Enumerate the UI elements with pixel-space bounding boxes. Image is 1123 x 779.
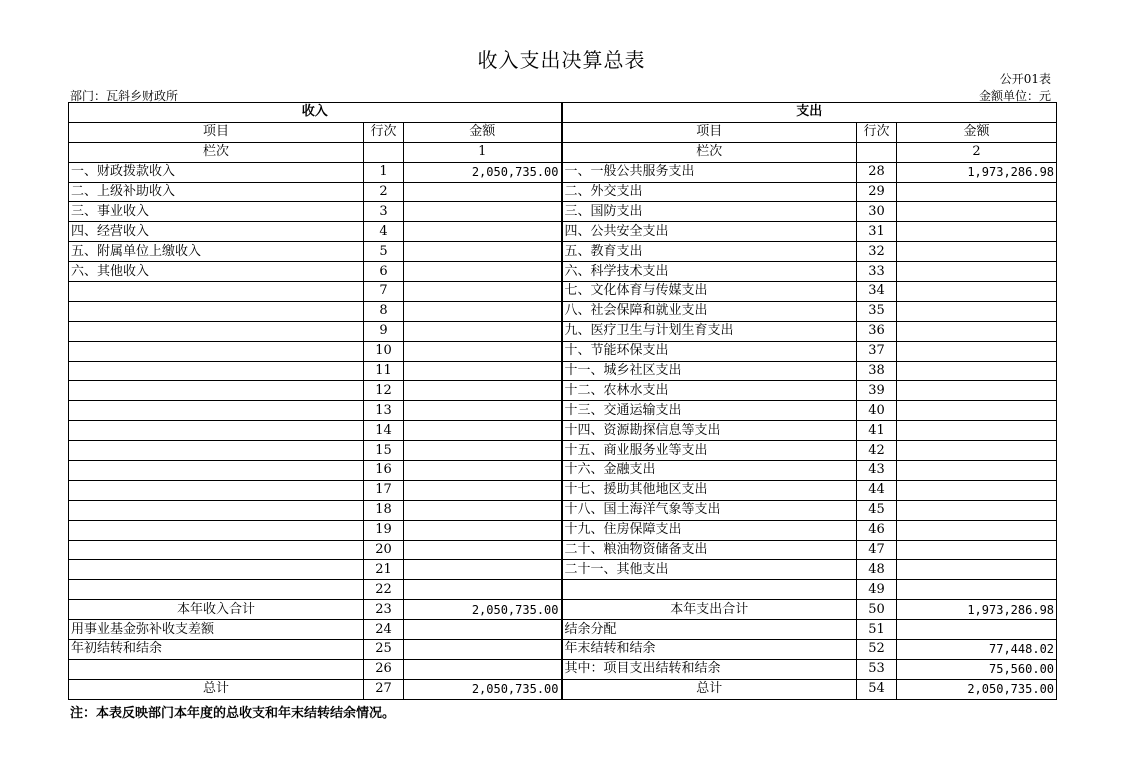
income-row-no-cell: 20 — [364, 540, 404, 560]
income-amount-cell — [404, 461, 562, 481]
income-amount-cell — [404, 301, 562, 321]
income-row-no-cell: 10 — [364, 341, 404, 361]
income-amount-cell — [404, 640, 562, 660]
expense-item-cell: 六、科学技术支出 — [562, 262, 857, 282]
income-item-cell — [69, 480, 364, 500]
income-row-no-cell: 1 — [364, 162, 404, 182]
expense-item-cell: 年末结转和结余 — [562, 640, 857, 660]
income-row-no-cell: 25 — [364, 640, 404, 660]
income-amount-cell — [404, 500, 562, 520]
income-amount-cell — [404, 441, 562, 461]
expense-item-cell: 十一、城乡社区支出 — [562, 361, 857, 381]
table-row — [69, 520, 1057, 540]
income-expense-table — [68, 102, 1057, 700]
expense-row-no-cell: 34 — [857, 282, 897, 302]
expense-column-order-blank — [857, 142, 897, 162]
table-row — [69, 381, 1057, 401]
expense-row-no-cell: 30 — [857, 202, 897, 222]
expense-row-no-cell: 33 — [857, 262, 897, 282]
expense-column-order-label: 栏次 — [562, 142, 857, 162]
income-amount-cell: 2,050,735.00 — [404, 162, 562, 182]
expense-item-header: 项目 — [562, 122, 857, 142]
expense-amount-cell: 1,973,286.98 — [897, 600, 1057, 620]
income-section-header: 收入 — [69, 103, 562, 123]
expense-item-cell: 十五、商业服务业等支出 — [562, 441, 857, 461]
income-item-header: 项目 — [69, 122, 364, 142]
income-item-cell — [69, 421, 364, 441]
income-row-no-cell: 13 — [364, 401, 404, 421]
income-item-cell — [69, 580, 364, 600]
income-amount-cell — [404, 480, 562, 500]
expense-row-no-cell: 47 — [857, 540, 897, 560]
income-item-cell — [69, 540, 364, 560]
income-column-number: 1 — [404, 142, 562, 162]
table-row — [69, 421, 1057, 441]
expense-amount-cell: 77,448.02 — [897, 640, 1057, 660]
table-row — [69, 162, 1057, 182]
income-item-cell — [69, 301, 364, 321]
income-row-no-cell: 17 — [364, 480, 404, 500]
expense-amount-cell: 75,560.00 — [897, 659, 1057, 679]
expense-amount-cell — [897, 480, 1057, 500]
expense-row-no-cell: 53 — [857, 659, 897, 679]
table-row — [69, 182, 1057, 202]
income-row-no-cell: 4 — [364, 222, 404, 242]
expense-item-cell: 八、社会保障和就业支出 — [562, 301, 857, 321]
expense-row-no-cell: 51 — [857, 620, 897, 640]
income-item-cell — [69, 282, 364, 302]
table-row — [69, 282, 1057, 302]
expense-item-cell: 五、教育支出 — [562, 242, 857, 262]
income-amount-cell — [404, 421, 562, 441]
table-row — [69, 580, 1057, 600]
expense-item-cell: 七、文化体育与传媒支出 — [562, 282, 857, 302]
income-item-cell: 六、其他收入 — [69, 262, 364, 282]
expense-amount-cell — [897, 222, 1057, 242]
income-amount-cell — [404, 361, 562, 381]
table-row — [69, 361, 1057, 381]
expense-item-cell: 本年支出合计 — [562, 600, 857, 620]
income-amount-cell — [404, 520, 562, 540]
expense-row-no-cell: 28 — [857, 162, 897, 182]
income-row-no-cell: 2 — [364, 182, 404, 202]
expense-amount-cell — [897, 540, 1057, 560]
expense-column-number: 2 — [897, 142, 1057, 162]
expense-item-cell: 十七、援助其他地区支出 — [562, 480, 857, 500]
income-amount-cell — [404, 341, 562, 361]
expense-row-no-cell: 31 — [857, 222, 897, 242]
income-row-no-cell: 6 — [364, 262, 404, 282]
income-item-cell — [69, 441, 364, 461]
expense-item-cell: 二十一、其他支出 — [562, 560, 857, 580]
expense-amount-cell — [897, 500, 1057, 520]
table-row — [69, 262, 1057, 282]
income-amount-cell: 2,050,735.00 — [404, 600, 562, 620]
expense-amount-cell — [897, 242, 1057, 262]
income-row-no-cell: 16 — [364, 461, 404, 481]
income-item-cell — [69, 321, 364, 341]
income-amount-cell — [404, 202, 562, 222]
income-item-cell — [69, 500, 364, 520]
income-item-cell — [69, 381, 364, 401]
page-title: 收入支出决算总表 — [477, 48, 646, 72]
income-row-no-cell: 5 — [364, 242, 404, 262]
income-amount-cell — [404, 659, 562, 679]
expense-item-cell: 一、一般公共服务支出 — [562, 162, 857, 182]
table-row — [69, 679, 1057, 699]
table-row — [69, 341, 1057, 361]
income-item-cell: 用事业基金弥补收支差额 — [69, 620, 364, 640]
table-row — [69, 461, 1057, 481]
expense-item-cell: 九、医疗卫生与计划生育支出 — [562, 321, 857, 341]
amount-unit-label: 金额单位：元 — [978, 89, 1051, 103]
expense-amount-cell — [897, 560, 1057, 580]
table-row — [69, 640, 1057, 660]
expense-amount-cell — [897, 381, 1057, 401]
table-row — [69, 301, 1057, 321]
income-column-order-label: 栏次 — [69, 142, 364, 162]
expense-section-header: 支出 — [562, 103, 1057, 123]
income-amount-cell — [404, 242, 562, 262]
expense-amount-cell: 1,973,286.98 — [897, 162, 1057, 182]
income-item-cell — [69, 520, 364, 540]
income-row-no-cell: 22 — [364, 580, 404, 600]
income-item-cell — [69, 560, 364, 580]
expense-item-cell: 十四、资源勘探信息等支出 — [562, 421, 857, 441]
income-item-cell — [69, 401, 364, 421]
table-row — [69, 441, 1057, 461]
expense-row-no-cell: 46 — [857, 520, 897, 540]
expense-row-no-cell: 54 — [857, 679, 897, 699]
income-item-cell: 本年收入合计 — [69, 600, 364, 620]
income-amount-cell — [404, 321, 562, 341]
expense-amount-cell — [897, 301, 1057, 321]
income-amount-cell — [404, 182, 562, 202]
income-amount-cell — [404, 620, 562, 640]
expense-row-no-cell: 36 — [857, 321, 897, 341]
income-item-cell — [69, 341, 364, 361]
section-header-row — [69, 103, 1057, 123]
form-number: 公开01表 — [999, 72, 1051, 86]
expense-row-no-cell: 39 — [857, 381, 897, 401]
expense-amount-cell — [897, 461, 1057, 481]
expense-amount-cell — [897, 282, 1057, 302]
expense-amount-cell: 2,050,735.00 — [897, 679, 1057, 699]
department-label: 部门：瓦斜乡财政所 — [70, 89, 179, 103]
income-amount-cell — [404, 401, 562, 421]
table-row — [69, 560, 1057, 580]
expense-row-no-cell: 43 — [857, 461, 897, 481]
income-item-cell: 总计 — [69, 679, 364, 699]
income-item-cell: 五、附属单位上缴收入 — [69, 242, 364, 262]
expense-row-no-cell: 41 — [857, 421, 897, 441]
expense-row-no-header: 行次 — [857, 122, 897, 142]
income-amount-cell — [404, 560, 562, 580]
expense-row-no-cell: 50 — [857, 600, 897, 620]
expense-item-cell: 十二、农林水支出 — [562, 381, 857, 401]
footnote: 注：本表反映部门本年度的总收支和年末结转结余情况。 — [70, 706, 396, 721]
expense-item-cell: 十九、住房保障支出 — [562, 520, 857, 540]
income-row-no-header: 行次 — [364, 122, 404, 142]
expense-item-cell: 十、节能环保支出 — [562, 341, 857, 361]
expense-amount-cell — [897, 321, 1057, 341]
income-item-cell: 一、财政拨款收入 — [69, 162, 364, 182]
column-header-row — [69, 122, 1057, 142]
income-row-no-cell: 27 — [364, 679, 404, 699]
income-row-no-cell: 21 — [364, 560, 404, 580]
expense-amount-cell — [897, 182, 1057, 202]
table-row — [69, 321, 1057, 341]
income-row-no-cell: 12 — [364, 381, 404, 401]
income-amount-cell — [404, 540, 562, 560]
income-row-no-cell: 9 — [364, 321, 404, 341]
expense-item-cell: 二、外交支出 — [562, 182, 857, 202]
expense-item-cell: 三、国防支出 — [562, 202, 857, 222]
income-row-no-cell: 23 — [364, 600, 404, 620]
expense-amount-cell — [897, 421, 1057, 441]
expense-item-cell: 其中：项目支出结转和结余 — [562, 659, 857, 679]
table-row — [69, 620, 1057, 640]
expense-item-cell: 十六、金融支出 — [562, 461, 857, 481]
income-amount-cell — [404, 580, 562, 600]
expense-item-cell: 十三、交通运输支出 — [562, 401, 857, 421]
income-row-no-cell: 14 — [364, 421, 404, 441]
income-item-cell: 三、事业收入 — [69, 202, 364, 222]
income-amount-cell — [404, 222, 562, 242]
table-row — [69, 242, 1057, 262]
expense-row-no-cell: 42 — [857, 441, 897, 461]
income-item-cell — [69, 361, 364, 381]
expense-row-no-cell: 32 — [857, 242, 897, 262]
table-row — [69, 540, 1057, 560]
expense-row-no-cell: 44 — [857, 480, 897, 500]
expense-amount-cell — [897, 580, 1057, 600]
expense-row-no-cell: 35 — [857, 301, 897, 321]
income-amount-cell — [404, 381, 562, 401]
expense-row-no-cell: 52 — [857, 640, 897, 660]
expense-row-no-cell: 29 — [857, 182, 897, 202]
expense-amount-cell — [897, 520, 1057, 540]
table-row — [69, 600, 1057, 620]
expense-amount-header: 金额 — [897, 122, 1057, 142]
expense-item-cell: 四、公共安全支出 — [562, 222, 857, 242]
income-amount-cell: 2,050,735.00 — [404, 679, 562, 699]
income-amount-header: 金额 — [404, 122, 562, 142]
expense-item-cell — [562, 580, 857, 600]
expense-amount-cell — [897, 361, 1057, 381]
income-row-no-cell: 18 — [364, 500, 404, 520]
table-row — [69, 202, 1057, 222]
income-row-no-cell: 26 — [364, 659, 404, 679]
income-row-no-cell: 11 — [364, 361, 404, 381]
expense-item-cell: 二十、粮油物资储备支出 — [562, 540, 857, 560]
income-item-cell: 四、经营收入 — [69, 222, 364, 242]
expense-item-cell: 总计 — [562, 679, 857, 699]
table-row — [69, 659, 1057, 679]
table-row — [69, 401, 1057, 421]
expense-amount-cell — [897, 401, 1057, 421]
income-amount-cell — [404, 282, 562, 302]
income-row-no-cell: 19 — [364, 520, 404, 540]
expense-item-cell: 结余分配 — [562, 620, 857, 640]
expense-row-no-cell: 49 — [857, 580, 897, 600]
expense-row-no-cell: 37 — [857, 341, 897, 361]
expense-row-no-cell: 45 — [857, 500, 897, 520]
income-amount-cell — [404, 262, 562, 282]
income-row-no-cell: 24 — [364, 620, 404, 640]
expense-amount-cell — [897, 262, 1057, 282]
income-row-no-cell: 7 — [364, 282, 404, 302]
table-row — [69, 222, 1057, 242]
income-item-cell: 年初结转和结余 — [69, 640, 364, 660]
expense-amount-cell — [897, 441, 1057, 461]
income-item-cell: 二、上级补助收入 — [69, 182, 364, 202]
income-row-no-cell: 15 — [364, 441, 404, 461]
income-row-no-cell: 3 — [364, 202, 404, 222]
expense-amount-cell — [897, 620, 1057, 640]
table-row — [69, 500, 1057, 520]
income-item-cell — [69, 659, 364, 679]
column-order-row — [69, 142, 1057, 162]
income-column-order-blank — [364, 142, 404, 162]
expense-item-cell: 十八、国土海洋气象等支出 — [562, 500, 857, 520]
income-item-cell — [69, 461, 364, 481]
expense-amount-cell — [897, 202, 1057, 222]
expense-row-no-cell: 38 — [857, 361, 897, 381]
income-row-no-cell: 8 — [364, 301, 404, 321]
expense-amount-cell — [897, 341, 1057, 361]
table-row — [69, 480, 1057, 500]
expense-row-no-cell: 48 — [857, 560, 897, 580]
expense-row-no-cell: 40 — [857, 401, 897, 421]
